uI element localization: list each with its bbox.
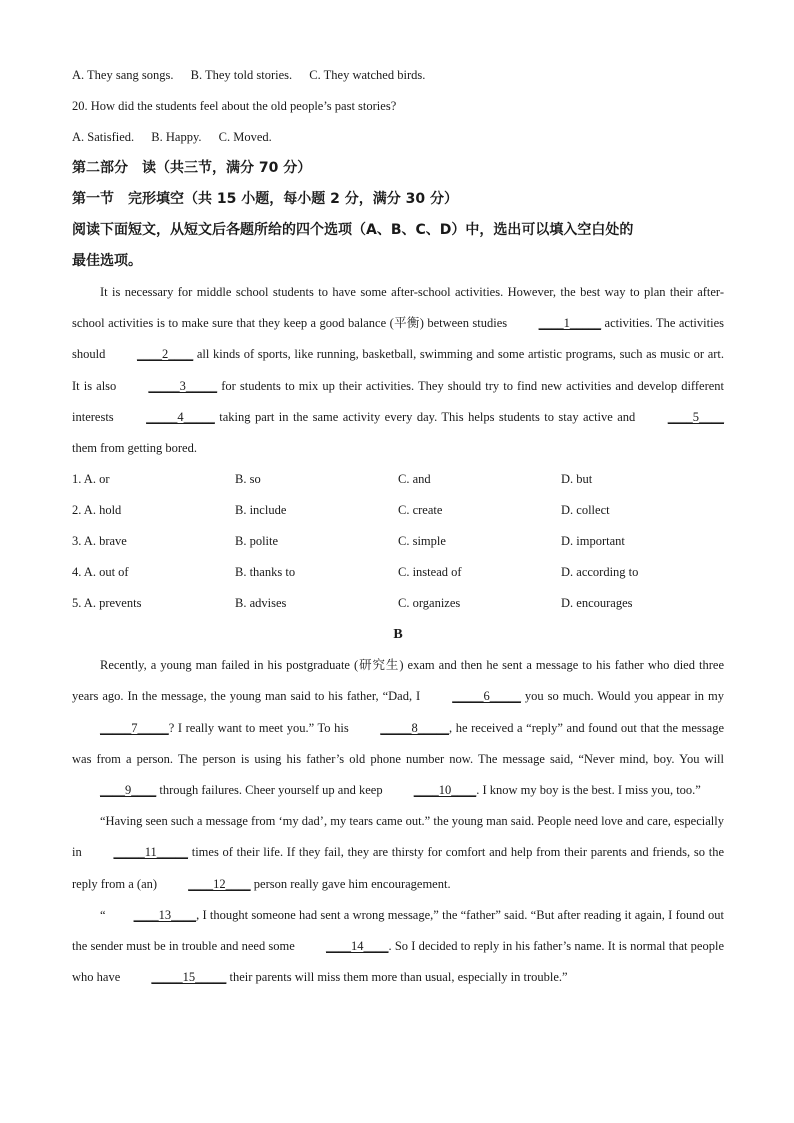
blank-2: ____2____ xyxy=(136,347,194,362)
instruction-line: 阅读下面短文，从短文后各题所给的四个选项（A、B、C、D）中，选出可以填入空白处的 xyxy=(72,222,634,238)
choice: C. simple xyxy=(398,534,446,549)
choice: C. organizes xyxy=(398,596,461,611)
passage-text: , he received a “reply” and found out that the message was from a person. The person is using his father’s old phone number now. The message said, “Never mind, boy. You will xyxy=(72,720,724,766)
blank-15: _____15_____ xyxy=(151,970,227,985)
option: A. Satisfied. xyxy=(72,130,135,144)
passage-text: “ xyxy=(100,907,106,922)
passage-text: . I know my boy is the best. I miss you, too.” xyxy=(476,783,701,798)
choice-row-2 xyxy=(72,495,724,526)
blank-14: ____14____ xyxy=(326,939,389,954)
passage-text: . So I decided to reply in his father’s name. It is normal that people who have xyxy=(72,939,724,985)
blank-7: _____7_____ xyxy=(100,720,169,735)
blank-1: ____1_____ xyxy=(538,316,602,331)
blank-5: ____5____ xyxy=(667,409,724,424)
passage-a xyxy=(72,277,724,464)
choice: B. so xyxy=(235,472,261,487)
option: B. They told stories. xyxy=(190,68,293,82)
option: C. They watched birds. xyxy=(309,68,426,82)
passage-b-title: B xyxy=(393,627,403,643)
choice: B. include xyxy=(235,503,287,518)
question-19-options xyxy=(72,60,724,91)
choice: 2. A. hold xyxy=(72,503,122,518)
choice: D. collect xyxy=(561,503,610,518)
choice: B. advises xyxy=(235,596,287,611)
choice: C. and xyxy=(398,472,431,487)
passage-text: It is necessary for middle school students to have some after-school activities. However, the best way to plan their after-school activities is to make sure that they keep a good balance (平衡) between studies xyxy=(72,285,724,331)
blank-3: _____3_____ xyxy=(148,378,218,393)
instruction-line: 最佳选项。 xyxy=(72,253,142,269)
passage-text: them from getting bored. xyxy=(72,441,197,456)
passage-text: ? I really want to meet you.” To his xyxy=(168,720,353,735)
instruction xyxy=(72,215,724,277)
option: A. They sang songs. xyxy=(72,68,174,82)
choice-row-3 xyxy=(72,526,724,557)
section-title: 第一节 完形填空（共 15 小题，每小题 2 分，满分 30 分） xyxy=(72,191,458,207)
option: C. Moved. xyxy=(218,130,272,144)
passage-text: you so much. Would you appear in my xyxy=(520,689,724,704)
choice: D. encourages xyxy=(561,596,633,611)
passage-text: times of their life. If they fail, they are thirsty for comfort and help from their parents and friends, so the reply from a (an) xyxy=(72,845,724,891)
choice: B. polite xyxy=(235,534,279,549)
option: B. Happy. xyxy=(151,130,202,144)
choice: D. important xyxy=(561,534,625,549)
choice: D. according to xyxy=(561,565,639,580)
blank-12: ____12____ xyxy=(188,876,251,891)
passage-b-paragraph-2 xyxy=(72,806,724,900)
part-title: 第二部分 读（共三节，满分 70 分） xyxy=(72,160,312,176)
choices-a xyxy=(72,464,724,619)
passage-text: for students to mix up their activities. They should try to find new activities and develop different interests xyxy=(72,378,725,424)
blank-9: ____9____ xyxy=(100,783,157,798)
blank-11: _____11_____ xyxy=(113,845,188,860)
choice: 1. A. or xyxy=(72,472,110,487)
choice-row-4 xyxy=(72,557,724,588)
choice: 4. A. out of xyxy=(72,565,129,580)
question-20: 20. How did the students feel about the old people’s past stories? xyxy=(72,99,397,113)
passage-text: Recently, a young man failed in his postgraduate (研究生) exam and then he sent a message to his father who died three years ago. In the message, the young man said to his father, “Dad, I xyxy=(72,658,724,704)
passage-b-paragraph-1 xyxy=(72,650,724,806)
blank-10: ____10____ xyxy=(413,783,477,798)
passage-text: activities. The activities should xyxy=(72,316,724,362)
passage-text: all kinds of sports, like running, basketball, swimming and some artistic programs, such as music or art. It is also xyxy=(72,347,725,393)
choice-row-1 xyxy=(72,464,724,495)
choice: C. create xyxy=(398,503,443,518)
choice-row-5 xyxy=(72,588,724,619)
blank-13: ____13____ xyxy=(133,907,197,922)
passage-text: their parents will miss them more than usual, especially in trouble.” xyxy=(226,970,568,985)
blank-6: _____6_____ xyxy=(452,689,521,704)
passage-text: through failures. Cheer yourself up and keep xyxy=(156,783,386,798)
choice: D. but xyxy=(561,472,593,487)
question-20-options xyxy=(72,122,724,153)
passage-text: taking part in the same activity every day. This helps students to stay active and xyxy=(214,409,640,424)
passage-text: “Having seen such a message from ‘my dad’, my tears came out.” the young man said. People need love and care, especially in xyxy=(72,814,724,860)
choice: 5. A. prevents xyxy=(72,596,142,611)
exam-page xyxy=(72,60,724,993)
choice: B. thanks to xyxy=(235,565,296,580)
passage-text: person really gave him encouragement. xyxy=(250,876,451,891)
blank-4: _____4_____ xyxy=(146,409,215,424)
passage-text: , I thought someone had sent a wrong message,” the “father” said. “But after reading it again, I found out the sender must be in trouble and need some xyxy=(72,907,724,954)
choice: 3. A. brave xyxy=(72,534,127,549)
blank-8: _____8_____ xyxy=(380,720,450,735)
choice: C. instead of xyxy=(398,565,462,580)
passage-b-paragraph-3 xyxy=(72,900,724,994)
